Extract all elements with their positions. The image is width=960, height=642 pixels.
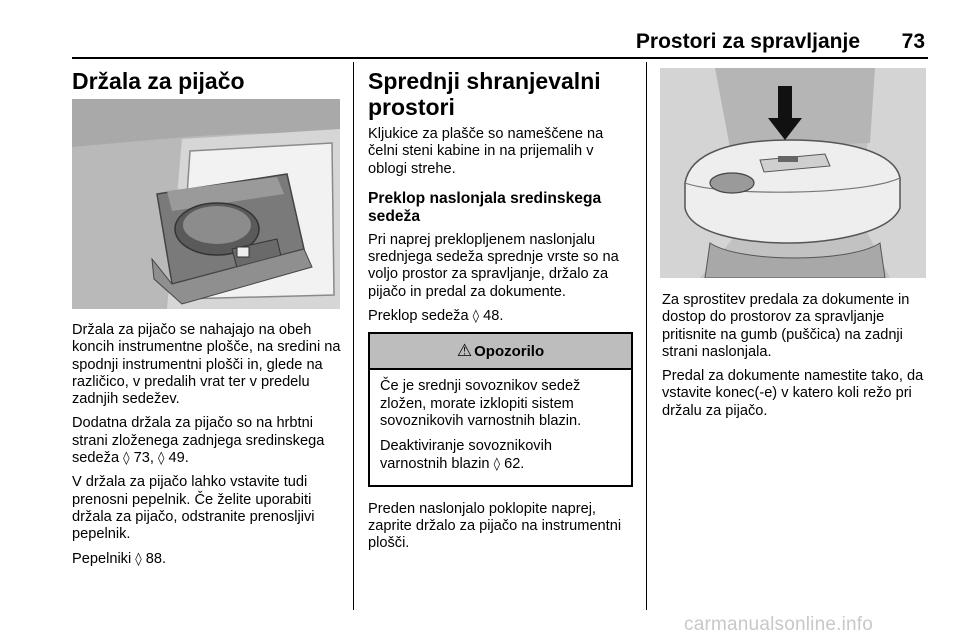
header-rule: [72, 57, 928, 59]
before-folding-text: Preden naslonjalo poklopite naprej, zaprite držalo za pijačo na instrumentni plošči.: [368, 500, 622, 552]
running-header-title: Prostori za spravljanje: [635, 30, 860, 53]
cup-holder-drawing: [72, 99, 340, 309]
additional-cup-holders-text: Dodatna držala za pijačo so na hrbtni strani zloženega zadnjega sredinskega sedeža ◊ 73, ◊ 49.: [72, 415, 325, 467]
page-link-48[interactable]: 48.: [483, 308, 504, 325]
column-1-text: [72, 322, 344, 575]
cup-holders-location-text: Držala za pijačo se nahajajo na obeh koncih instrumentne plošče, na sredini na spodnji instrumentni plošči in, glede na različico, v predalih vrat ter v predelu zadnjih sedežev.: [72, 322, 341, 408]
cross-reference-icon: ◊: [472, 309, 480, 325]
subheading-fold-center-seat: Preklop naslonjala sredinskega sedeža: [368, 189, 602, 225]
column-3-text: [662, 292, 932, 427]
section-heading-front-storage: Sprednji shranjevalni prostori: [368, 68, 601, 120]
seat-folding-reference: Preklop sedeža ◊ 48.: [368, 308, 504, 325]
release-document-tray-text: Za sprostitev predala za dokumente in dostop do prostorov za spravljanje pritisnite na gumb (puščica) na zadnji strani naslonjala.: [662, 292, 910, 360]
column-divider-2: [646, 62, 647, 610]
warning-title: Opozorilo: [474, 342, 545, 360]
install-document-tray-text: Predal za dokumente namestite tako, da vstavite konec(-e) v katero koli režo pri držalu za pijačo.: [662, 368, 924, 419]
warning-airbag-text: Če je srednji sovoznikov sedež zložen, morate izklopiti sistem sovoznikovih varnostnih blazin.: [380, 378, 582, 429]
coat-hooks-text: Kljukice za plašče so nameščene na čelni steni kabine in na prijemalih v oblogi strehe.: [368, 126, 604, 177]
column-1: [72, 68, 342, 94]
warning-icon: ⚠: [456, 340, 473, 361]
page-link-62[interactable]: 62.: [504, 455, 525, 472]
column-2: [368, 68, 633, 560]
ashtrays-reference: Pepelniki ◊ 88.: [72, 550, 167, 567]
cross-reference-icon: ◊: [157, 451, 165, 467]
cross-reference-icon: ◊: [123, 451, 130, 467]
section-heading-cup-holders: Držala za pijačo: [72, 68, 245, 94]
warning-box: [368, 332, 633, 486]
portable-ashtray-text: V držala za pijačo lahko vstavite tudi prenosni pepelnik. Če želite uporabiti držala za pijačo, odstranite prenosljivi pepelnik.: [72, 474, 315, 543]
center-seat-storage-illustration: [660, 68, 926, 278]
warning-header: [370, 334, 631, 370]
page-link-73[interactable]: 73: [133, 450, 150, 467]
watermark: carmanualsonline.info: [684, 614, 874, 635]
cross-reference-icon: ◊: [493, 456, 501, 472]
page-number: 73: [901, 30, 925, 53]
cup-holder-illustration: [72, 99, 340, 309]
page-link-49[interactable]: 49.: [168, 450, 189, 467]
fold-center-seat-text: Pri naprej preklopljenem naslonjalu srednjega sedeža sprednje vrste so na voljo prostor za spravljanje, držalo za pijačo in predal za dokumente.: [368, 231, 619, 300]
cross-reference-icon: ◊: [135, 551, 142, 567]
page-link-88[interactable]: 88.: [145, 550, 167, 567]
warning-body: [370, 370, 631, 484]
warning-deactivate-reference: Deaktiviranje sovoznikovih varnostnih blazin ◊ 62.: [380, 438, 552, 472]
center-seat-drawing: [660, 68, 926, 278]
column-divider-1: [353, 62, 354, 610]
